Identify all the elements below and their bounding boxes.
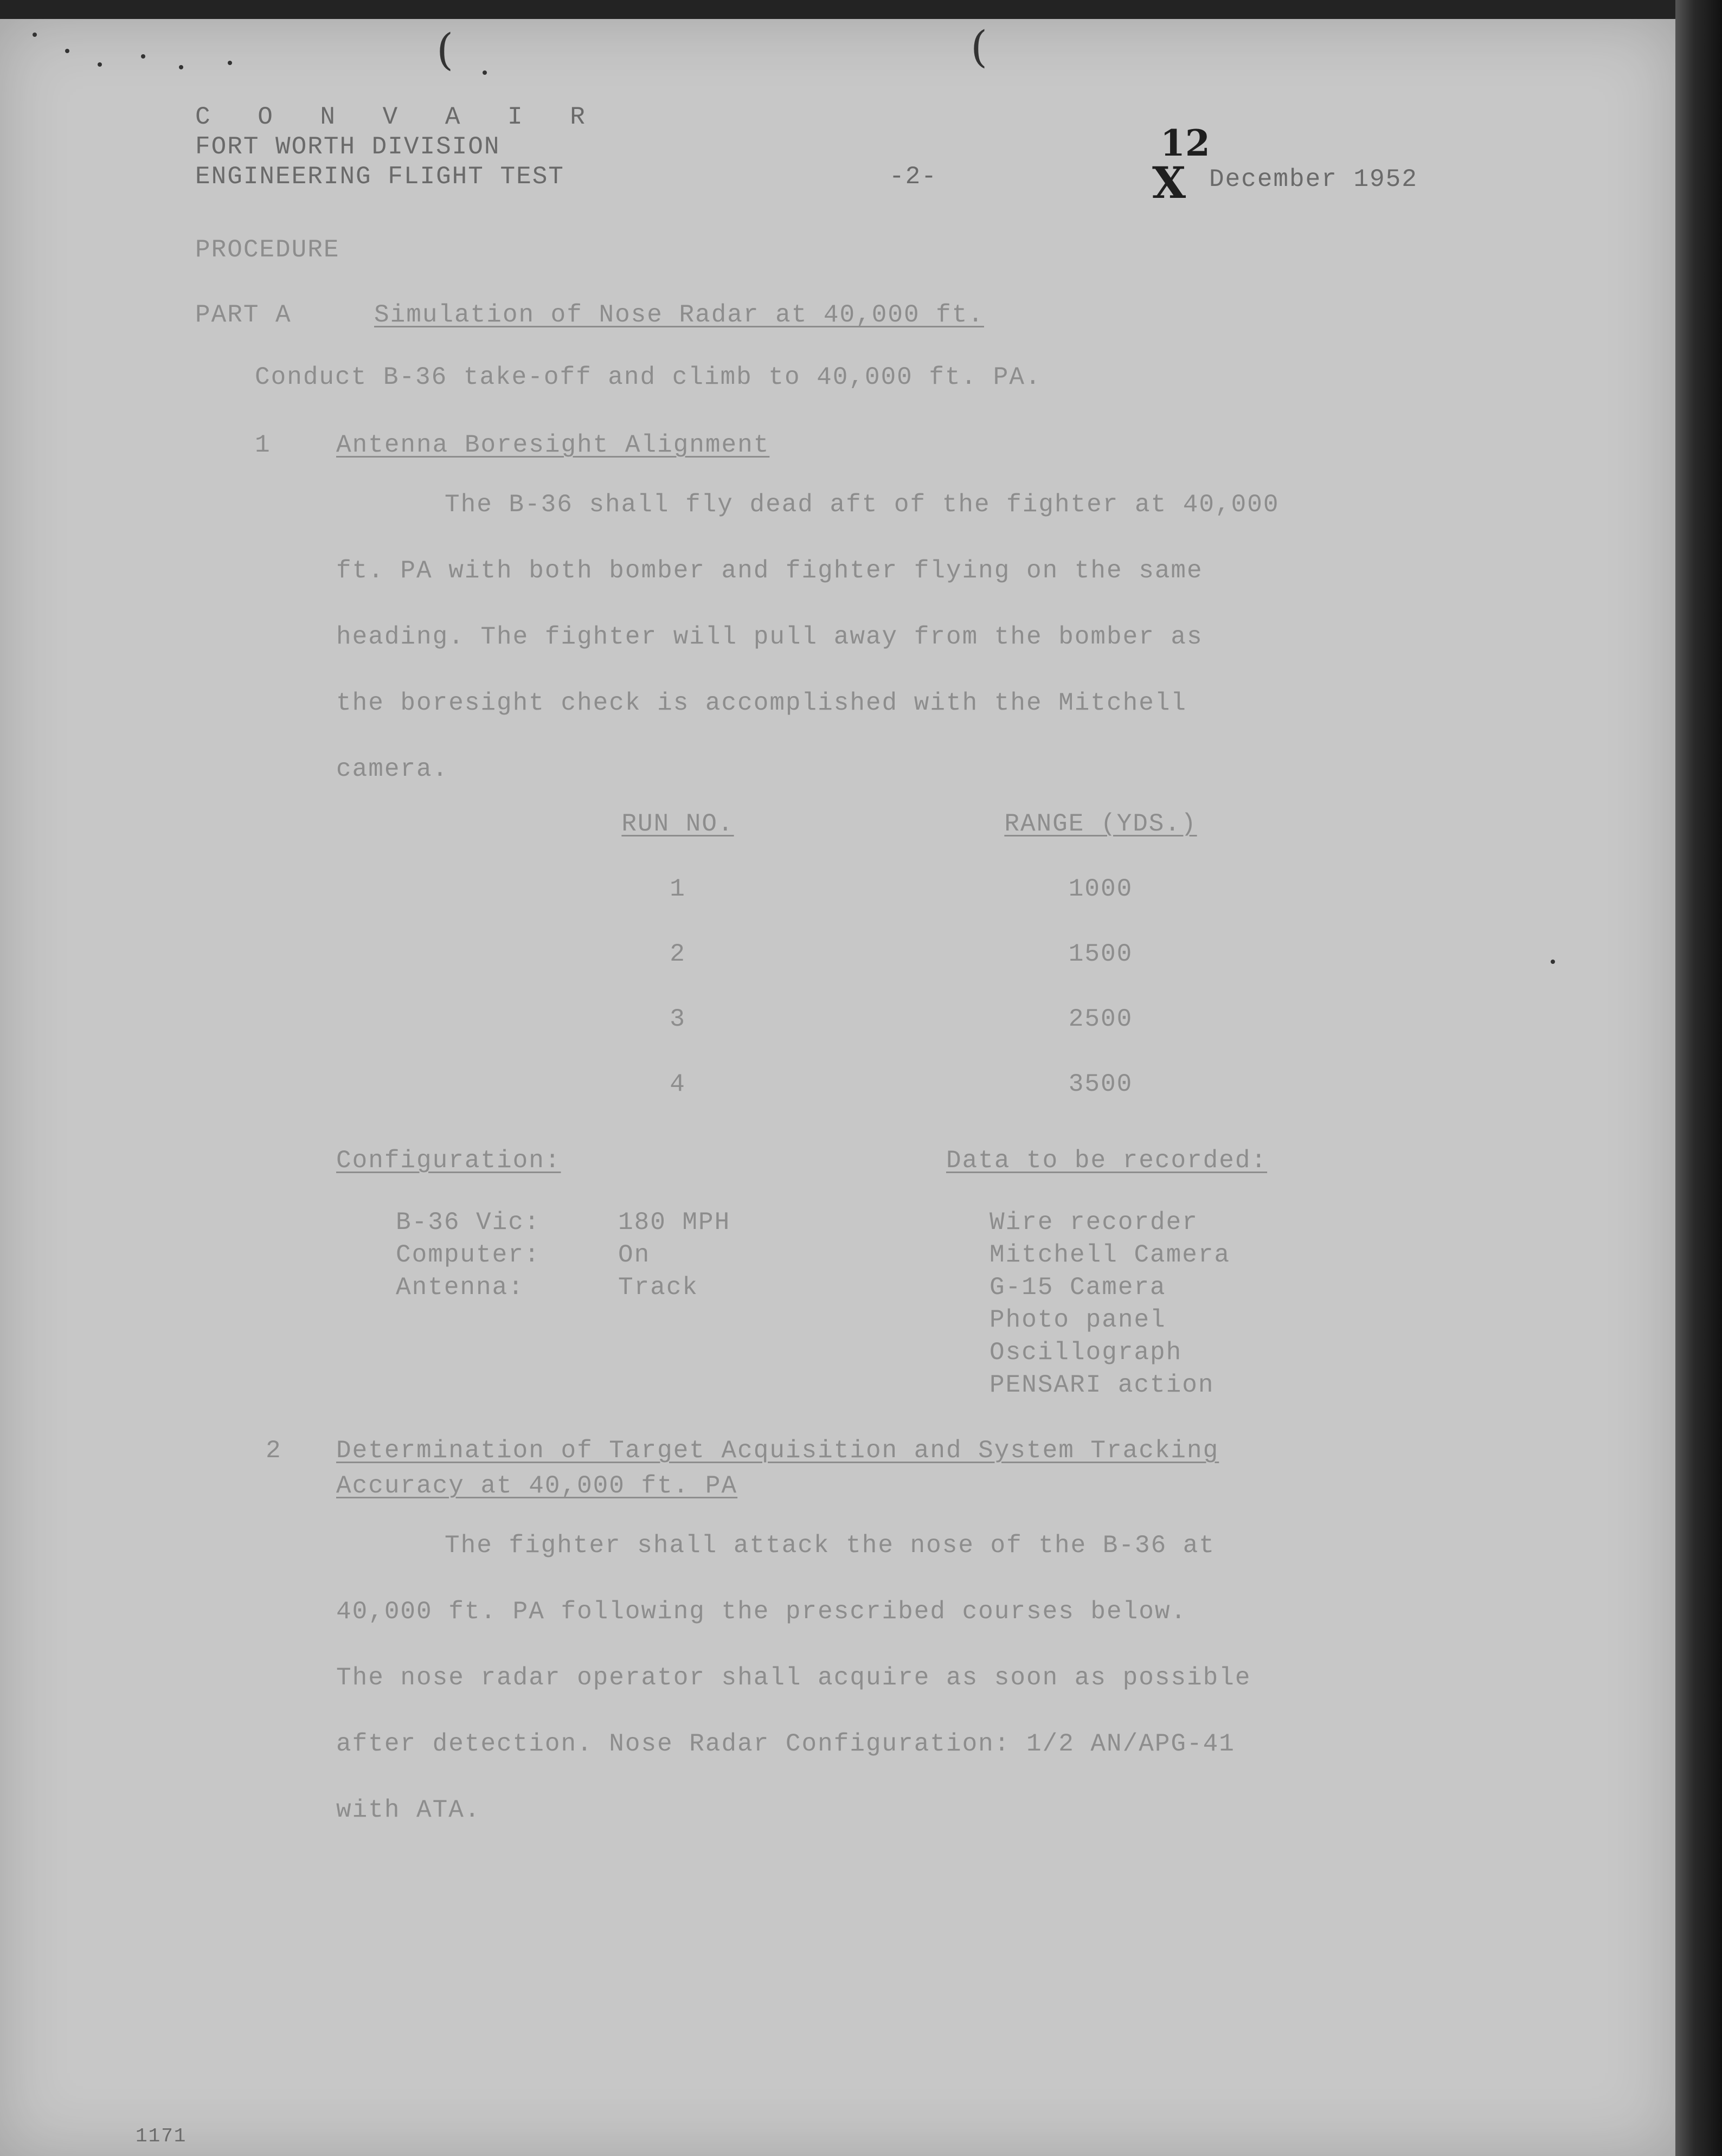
run-number-cell: 2 — [670, 940, 686, 968]
run-number-header: RUN NO. — [621, 810, 734, 838]
page-number: -2- — [889, 163, 937, 191]
speck — [141, 54, 145, 59]
section1-body: The B-36 shall fly dead aft of the fighter at 40,000 ft. PA with both bomber and fighter flying on the same heading. The fighter will pull away from the bomber as the boresight check is accomplished with the Mitchell camera. — [336, 491, 1280, 783]
data-recorded-item: Mitchell Camera — [989, 1241, 1231, 1269]
footer-mark: 1171 — [136, 2125, 187, 2147]
section1-number: 1 — [255, 431, 271, 459]
division-name: FORT WORTH DIVISION — [195, 133, 500, 161]
configuration-item: Antenna: Track — [396, 1273, 699, 1302]
data-recorded-list — [989, 1206, 1230, 1401]
page-edge-shadow — [1675, 0, 1722, 2156]
section2-title-line1: Determination of Target Acquisition and System Tracking — [336, 1437, 1219, 1465]
speck — [179, 65, 183, 69]
speck — [1551, 960, 1555, 964]
speck — [33, 33, 37, 37]
punch-mark-left: ( — [436, 24, 454, 75]
date-handwritten-day: 12 — [1160, 122, 1210, 164]
range-header: RANGE (YDS.) — [1004, 810, 1197, 838]
department-name: ENGINEERING FLIGHT TEST — [195, 163, 564, 191]
section1-title: Antenna Boresight Alignment — [336, 431, 770, 459]
configuration-item: B-36 Vic: 180 MPH — [396, 1208, 731, 1237]
procedure-label: PROCEDURE — [195, 236, 340, 264]
range-column — [965, 791, 1236, 1117]
range-cell: 1500 — [1068, 940, 1133, 968]
section2-title-line2: Accuracy at 40,000 ft. PA — [336, 1472, 738, 1500]
data-recorded-item: Oscillograph — [989, 1338, 1183, 1367]
configuration-list — [396, 1206, 730, 1304]
speck — [483, 70, 487, 75]
speck — [98, 62, 102, 67]
configuration-item: Computer: On — [396, 1241, 651, 1269]
section2-number: 2 — [266, 1437, 282, 1465]
run-number-cell: 4 — [670, 1070, 686, 1098]
data-recorded-heading: Data to be recorded: — [946, 1147, 1268, 1175]
run-number-cell: 3 — [670, 1005, 686, 1033]
speck — [228, 61, 232, 65]
run-number-cell: 1 — [670, 875, 686, 903]
run-number-column — [596, 791, 759, 1117]
range-cell: 2500 — [1068, 1005, 1133, 1033]
company-name: C O N V A I R — [195, 103, 601, 131]
date-struck-mark: X — [1152, 157, 1186, 208]
part-title: Simulation of Nose Radar at 40,000 ft. — [374, 301, 984, 329]
range-cell: 3500 — [1068, 1070, 1133, 1098]
data-recorded-item: G-15 Camera — [989, 1273, 1166, 1302]
range-cell: 1000 — [1068, 875, 1133, 903]
speck — [65, 49, 69, 53]
data-recorded-item: Wire recorder — [989, 1208, 1198, 1237]
punch-mark-right: ( — [971, 22, 988, 72]
section2-body: The fighter shall attack the nose of the B-36 at 40,000 ft. PA following the prescribed courses below. The nose radar operator shall acquire as soon as possible after detection. Nose Radar Configuration: 1/2 AN/APG-41 with ATA. — [336, 1531, 1251, 1824]
data-recorded-item: Photo panel — [989, 1306, 1166, 1334]
document-date: December 1952 — [1209, 165, 1418, 194]
data-recorded-item: PENSARI action — [989, 1371, 1215, 1399]
part-label: PART A — [195, 301, 292, 329]
configuration-heading: Configuration: — [336, 1147, 561, 1175]
intro-line: Conduct B-36 take-off and climb to 40,000 ft. PA. — [255, 363, 1042, 391]
